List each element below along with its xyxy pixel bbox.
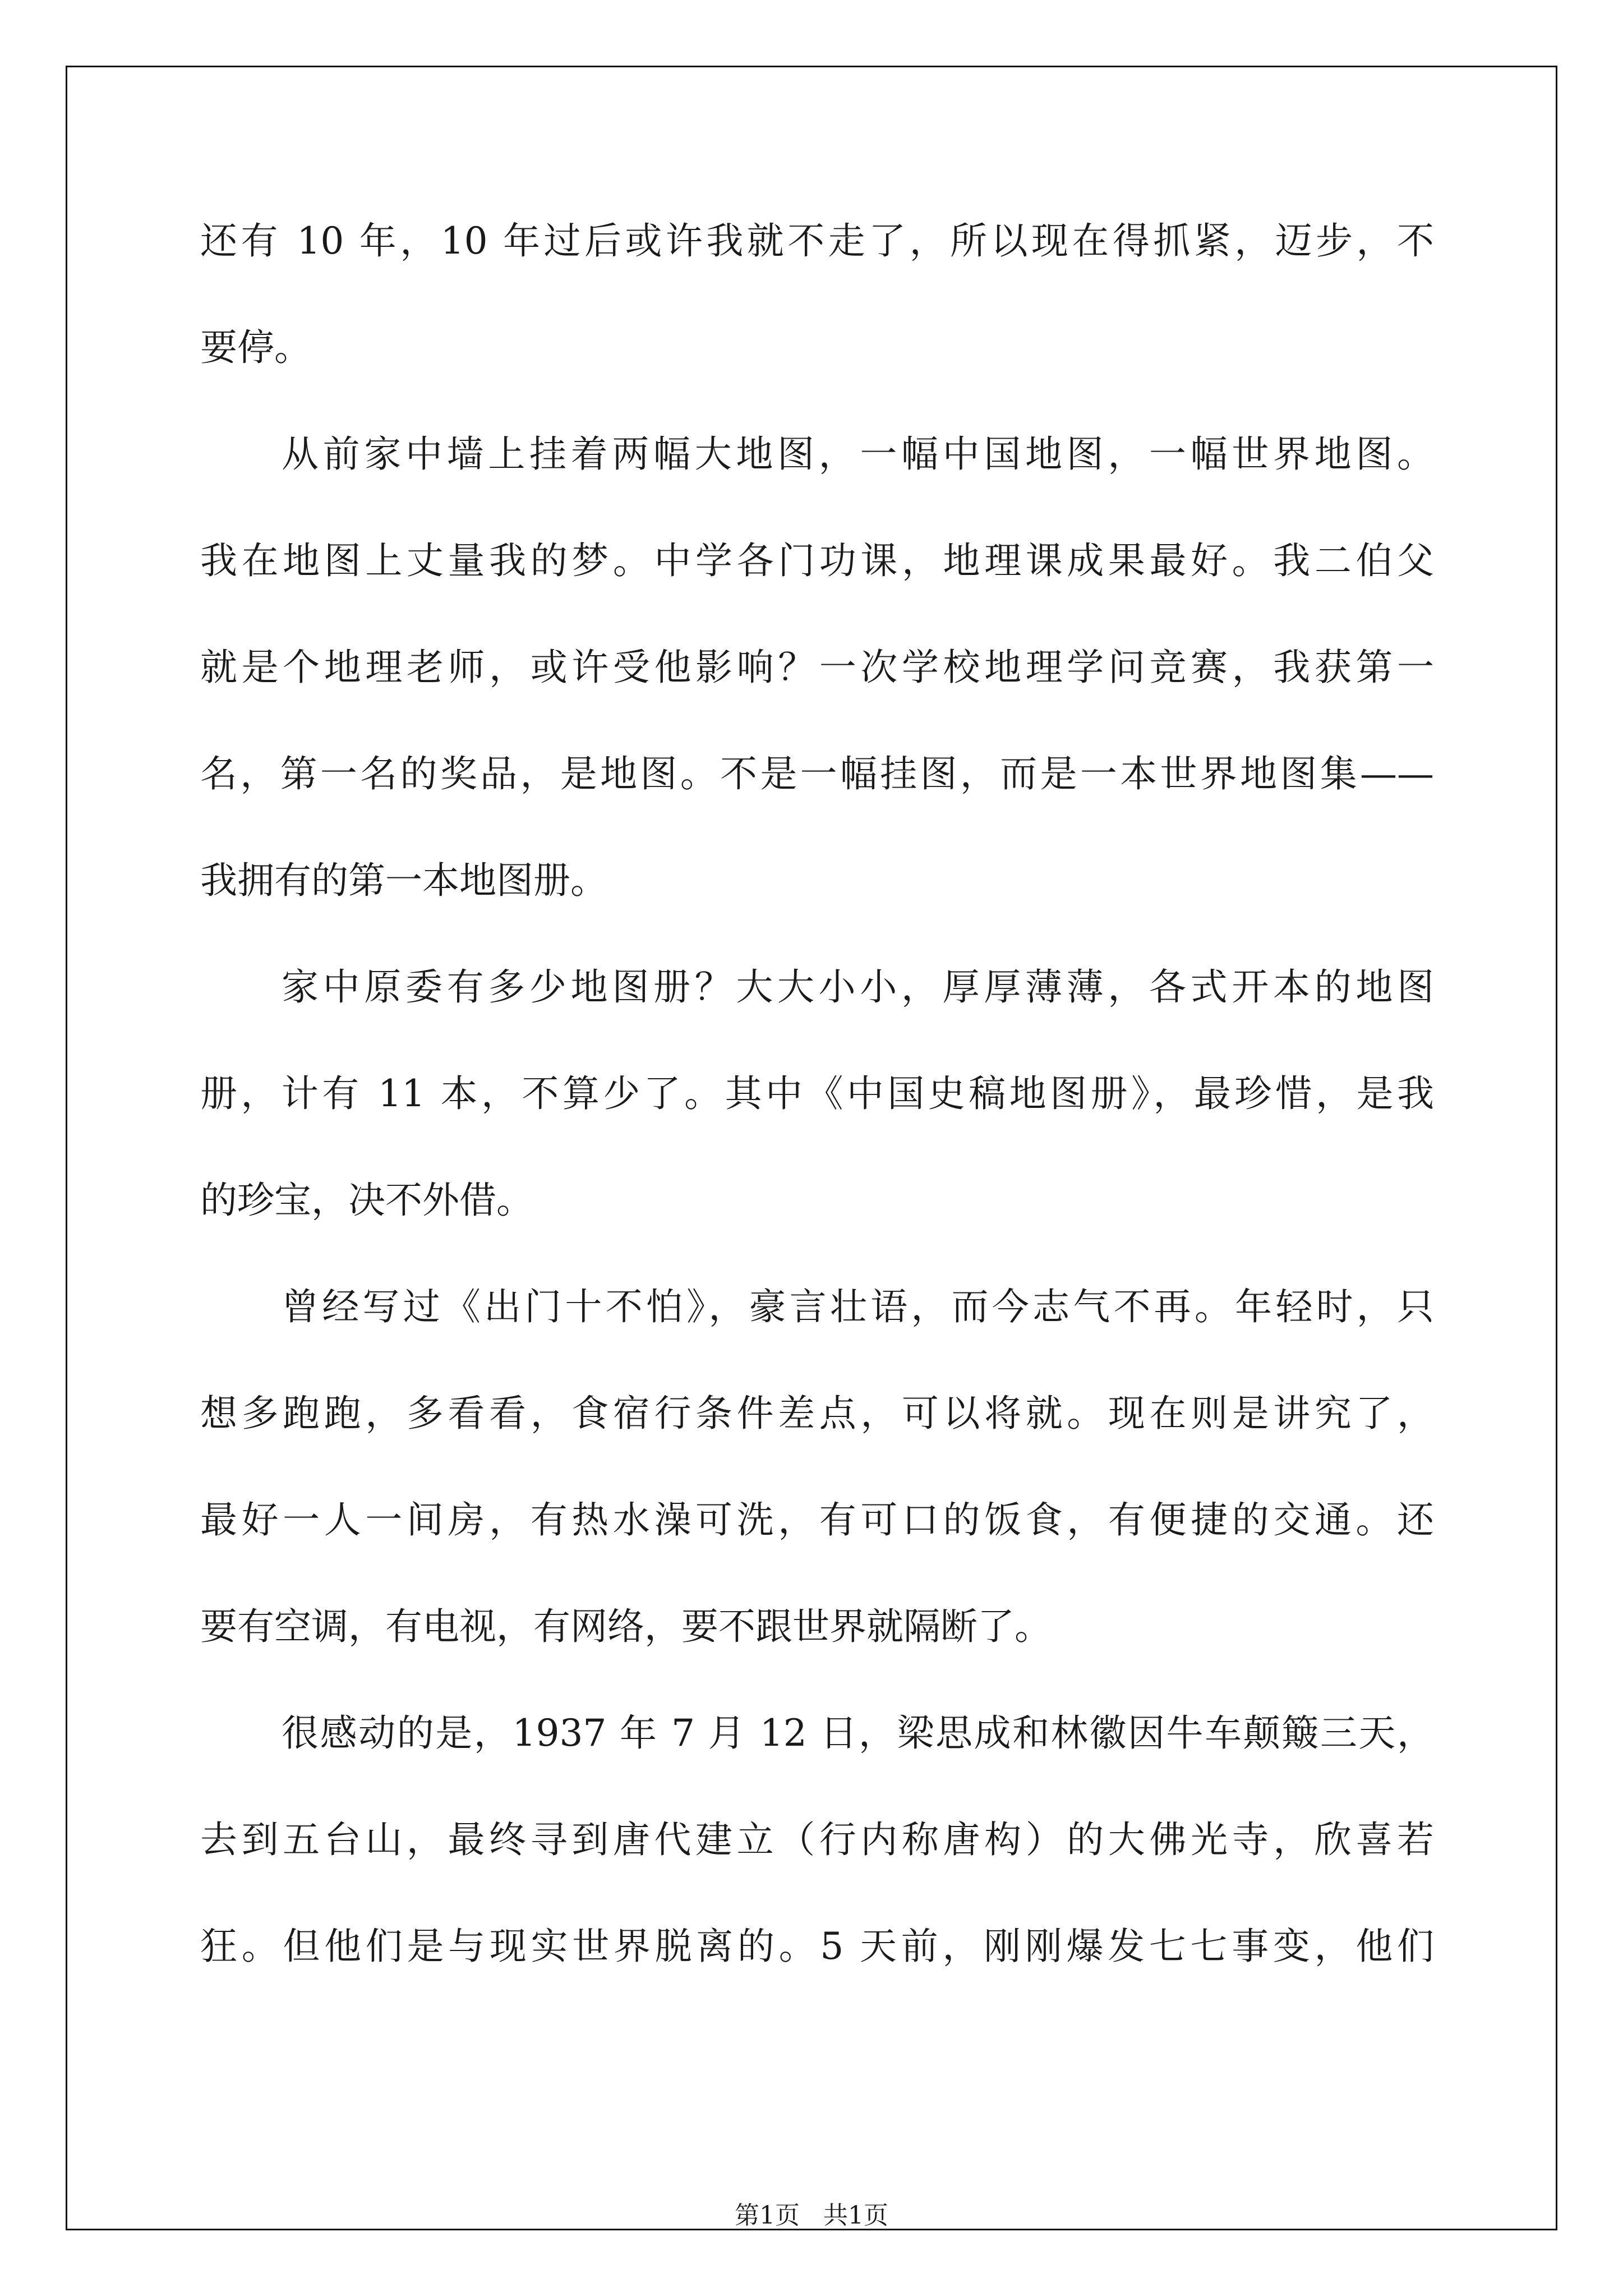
text-line: 我在地图上丈量我的梦。中学各门功课，地理课成果最好。我二伯父 — [200, 539, 1434, 582]
text-line: 要停。 — [200, 326, 311, 369]
text-line: 我拥有的第一本地图册。 — [200, 859, 607, 902]
text-line: 狂。但他们是与现实世界脱离的。5 天前，刚刚爆发七七事变，他们 — [200, 1925, 1434, 1968]
text-line: 要有空调，有电视，有网络，要不跟世界就隔断了。 — [200, 1605, 1052, 1648]
text-line: 册，计有 11 本，不算少了。其中《中国史稿地图册》，最珍惜，是我 — [200, 1072, 1434, 1115]
page-number-footer: 第1页 共1页 — [735, 2201, 888, 2230]
text-line: 想多跑跑，多看看，食宿行条件差点，可以将就。现在则是讲究了， — [200, 1392, 1434, 1435]
text-line: 名，第一名的奖品，是地图。不是一幅挂图，而是一本世界地图集—— — [200, 752, 1434, 795]
text-line: 最好一人一间房，有热水澡可洗，有可口的饭食，有便捷的交通。还 — [200, 1498, 1434, 1542]
page-border — [66, 66, 1557, 2230]
text-line: 的珍宝，决不外借。 — [200, 1179, 533, 1222]
text-line: 还有 10 年，10 年过后或许我就不走了，所以现在得抓紧，迈步，不 — [200, 219, 1434, 263]
text-line: 从前家中墙上挂着两幅大地图，一幅中国地图，一幅世界地图。 — [282, 432, 1434, 476]
text-line: 很感动的是，1937 年 7 月 12 日，梁思成和林徽因牛车颠簸三天， — [282, 1711, 1434, 1755]
text-line: 就是个地理老师，或许受他影响？一次学校地理学问竞赛，我获第一 — [200, 646, 1434, 689]
text-line: 家中原委有多少地图册？大大小小，厚厚薄薄，各式开本的地图 — [282, 965, 1434, 1009]
text-line: 去到五台山，最终寻到唐代建立（行内称唐构）的大佛光寺，欣喜若 — [200, 1818, 1434, 1861]
text-line: 曾经写过《出门十不怕》，豪言壮语，而今志气不再。年轻时，只 — [282, 1285, 1434, 1328]
